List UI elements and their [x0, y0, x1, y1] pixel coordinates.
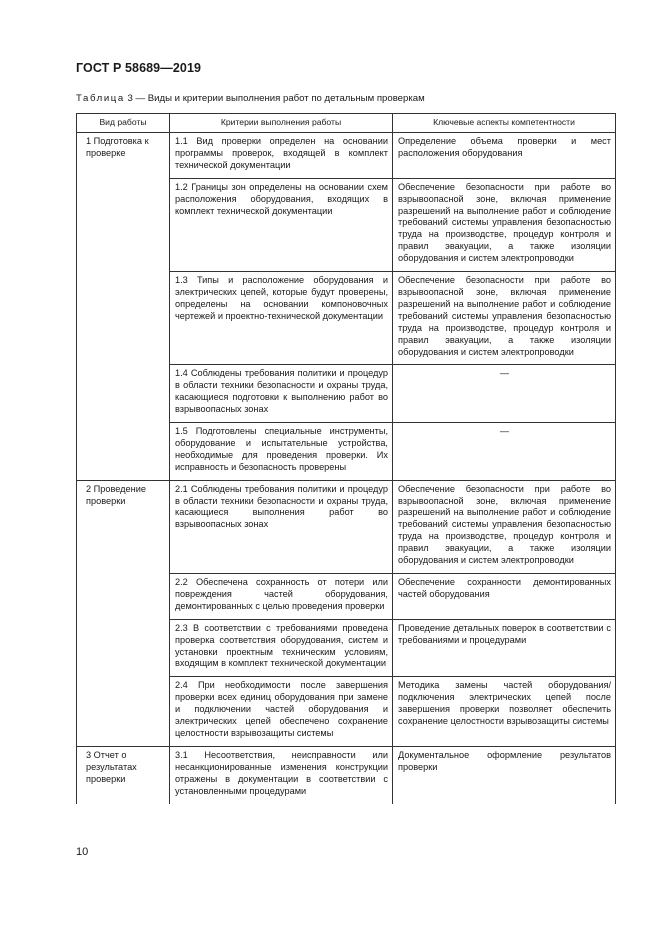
aspects-cell: Обеспечение безопасности при работе во взрывоопасной зоне, включая применение разрешений на выполнение работ и соблюдение требований системы управления безопасностью труда на производстве, процедур контроля и правил эвакуации, а также изоляции оборудования и систем электропроводки — [393, 480, 616, 573]
criteria-cell: 1.4 Соблюдены требования политики и процедур в области техники безопасности и охраны труда, касающиеся подготовки к выполнению работ во взрывоопасных зонах — [170, 365, 393, 423]
criteria-cell: 2.4 При необходимости после завершения проверки всех единиц оборудования при замене и подключении частей оборудования и электрических цепей обеспечено сохранение целостности взрывозащиты системы — [170, 677, 393, 747]
aspects-cell: — — [393, 365, 616, 423]
table-row — [77, 746, 616, 803]
aspects-cell: Обеспечение сохранности демонтированных частей оборудования — [393, 574, 616, 620]
criteria-cell: 1.2 Границы зон определены на основании схем расположения оборудования, входящих в комплект технической документации — [170, 178, 393, 271]
aspects-cell: Методика замены частей оборудования/подключения электрических цепей после завершения проверки позволяет обеспечить сохранение целостности взрывозащиты системы — [393, 677, 616, 747]
aspects-cell: Обеспечение безопасности при работе во взрывоопасной зоне, включая применение разрешений на выполнение работ и соблюдение требований системы управления безопасностью труда на производстве, процедур контроля и правил эвакуации, а также изоляции оборудования и систем электропроводки — [393, 178, 616, 271]
aspects-cell: — — [393, 423, 616, 481]
table-caption-label: Таблица — [76, 93, 125, 104]
aspects-cell: Обеспечение безопасности при работе во взрывоопасной зоне, включая применение разрешений на выполнение работ и соблюдение требований системы управления безопасностью труда на производстве, процедур контроля и правил эвакуации, а также изоляции оборудования и систем электропроводки — [393, 272, 616, 365]
work-type-cell: 3 Отчет о результатах проверки — [77, 746, 170, 803]
table-header-row — [77, 114, 616, 133]
page-number: 10 — [76, 846, 89, 858]
document-header: ГОСТ Р 58689—2019 — [76, 61, 202, 75]
table-row — [77, 480, 616, 573]
work-type-cell: 2 Проведение проверки — [77, 480, 170, 746]
criteria-cell: 3.1 Несоответствия, неисправности или несанкционированные изменения конструкции отражены в документации в соответствии с установленными процедурами — [170, 746, 393, 803]
table-caption-text: 3 — Виды и критерии выполнения работ по детальным проверкам — [127, 93, 425, 104]
table-caption — [76, 93, 425, 104]
criteria-cell: 1.3 Типы и расположение оборудования и электрических цепей, которые будут проверены, определены на основании компоновочных чертежей и проектно-технической документации — [170, 272, 393, 365]
header-criteria: Критерии выполнения работы — [170, 114, 393, 133]
aspects-cell: Определение объема проверки и мест расположения оборудования — [393, 133, 616, 179]
criteria-cell: 2.1 Соблюдены требования политики и процедур в области техники безопасности и охраны труда, касающиеся выполнения работ во взрывоопасных зонах — [170, 480, 393, 573]
work-type-cell: 1 Подготовка к проверке — [77, 133, 170, 481]
criteria-cell: 2.3 В соответствии с требованиями проведена проверка соответствия оборудования, систем и установки проектным техническим условиям, входящим в комплект технической документации — [170, 619, 393, 677]
header-work-type: Вид работы — [77, 114, 170, 133]
work-criteria-table — [76, 113, 616, 804]
criteria-cell: 2.2 Обеспечена сохранность от потери или повреждения частей оборудования, демонтированных с целью проведения проверки — [170, 574, 393, 620]
table-row — [77, 133, 616, 179]
aspects-cell: Документальное оформление результатов проверки — [393, 746, 616, 803]
criteria-cell: 1.5 Подготовлены специальные инструменты, оборудование и испытательные устройства, необходимые для проведения проверки. Их исправность и безопасность проверены — [170, 423, 393, 481]
aspects-cell: Проведение детальных поверок в соответствии с требованиями и процедурами — [393, 619, 616, 677]
header-key-aspects: Ключевые аспекты компетентности — [393, 114, 616, 133]
criteria-cell: 1.1 Вид проверки определен на основании программы проверок, входящей в комплект технической документации — [170, 133, 393, 179]
